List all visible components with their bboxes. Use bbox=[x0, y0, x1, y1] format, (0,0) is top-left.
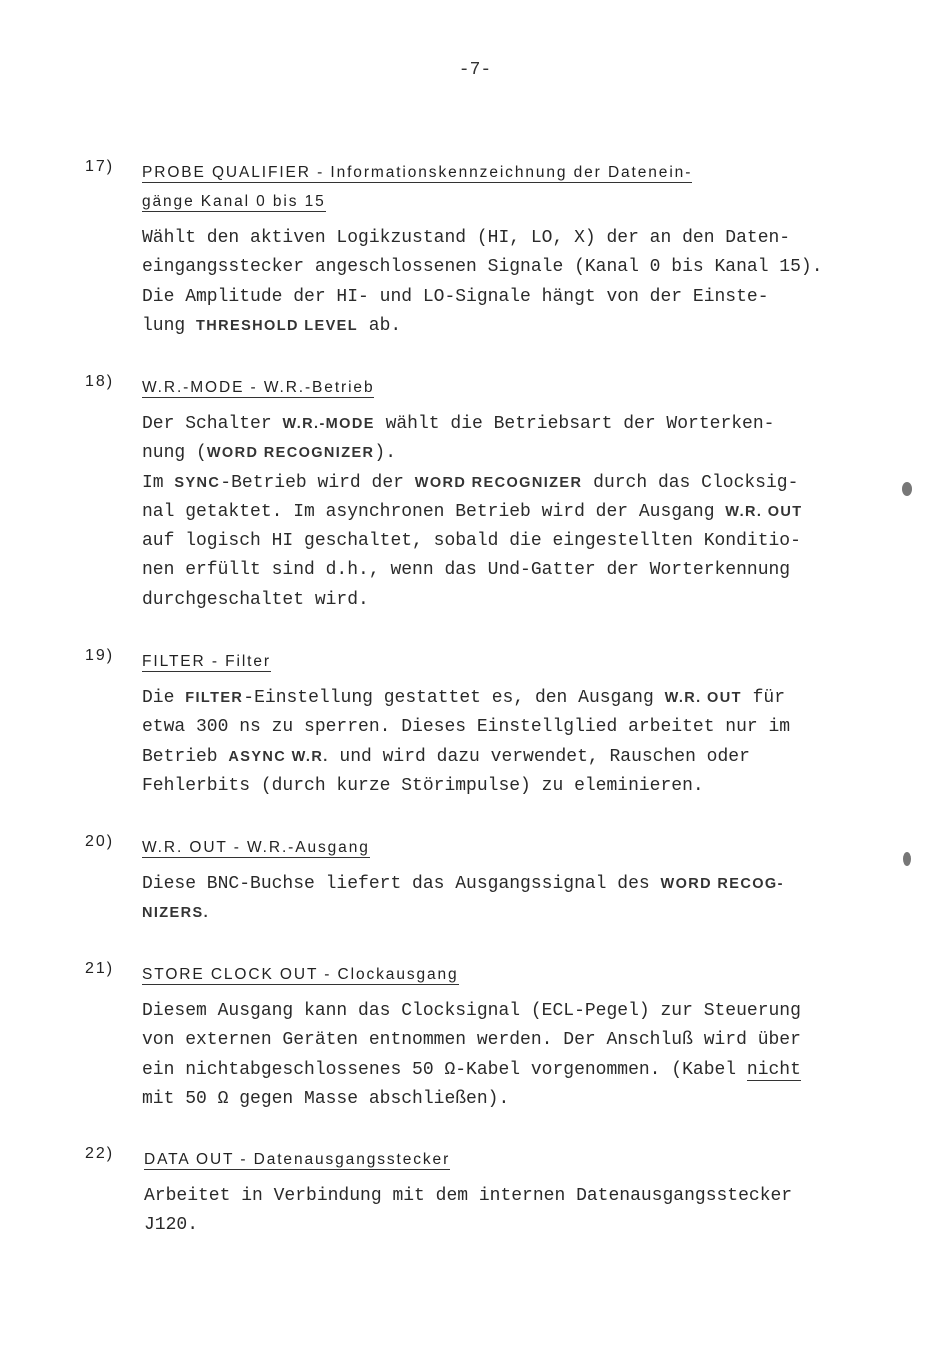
heading-text: W.R. OUT - W.R.-Ausgang bbox=[142, 839, 370, 856]
body-text: -Betrieb wird der bbox=[220, 472, 415, 493]
section-heading bbox=[142, 647, 271, 676]
section-body bbox=[142, 410, 803, 615]
heading-text: FILTER - Filter bbox=[142, 653, 271, 670]
body-line: eingangsstecker angeschlossenen Signale (Kanal 0 bis Kanal 15). bbox=[142, 257, 823, 278]
heading-line-1: PROBE QUALIFIER - Informationskennzeichnung der Datenein- bbox=[142, 164, 693, 181]
body-text: nung ( bbox=[142, 443, 207, 464]
section-number: 18) bbox=[85, 373, 115, 390]
body-text: Der Schalter bbox=[142, 414, 283, 434]
section-body bbox=[142, 684, 790, 801]
body-text: Im bbox=[142, 472, 175, 493]
section-number: 17) bbox=[85, 158, 115, 175]
heading-text: DATA OUT - Datenausgangsstecker bbox=[144, 1151, 451, 1168]
heading-text: STORE CLOCK OUT - Clockausgang bbox=[142, 966, 459, 983]
body-text: Diese BNC-Buchse liefert das Ausgangssignal des bbox=[142, 874, 661, 894]
body-line: Die Amplitude der HI- und LO-Signale hängt von der Einste- bbox=[142, 286, 769, 307]
body-text: und wird dazu verwendet, Rauschen oder bbox=[328, 746, 750, 767]
body-line: etwa 300 ns zu sperren. Dieses Einstellglied arbeitet nur im bbox=[142, 717, 791, 738]
keyword: W.R.-MODE bbox=[282, 416, 375, 432]
keyword: FILTER bbox=[185, 690, 244, 706]
keyword: SYNC bbox=[174, 474, 221, 491]
keyword: WORD RECOGNIZER bbox=[414, 474, 583, 491]
body-line: Diesem Ausgang kann das Clocksignal (ECL-Pegel) zur Steuerung bbox=[142, 1001, 801, 1021]
scan-mark bbox=[903, 852, 911, 866]
section-number: 22) bbox=[85, 1145, 115, 1162]
underlined-word: nicht bbox=[746, 1059, 801, 1080]
keyword: WORD RECOGNIZER bbox=[206, 445, 375, 462]
section-number: 20) bbox=[85, 833, 115, 850]
body-text: wählt die Betriebsart der Worterken- bbox=[374, 414, 775, 434]
section-number: 21) bbox=[85, 960, 115, 977]
body-line: von externen Geräten entnommen werden. Der Anschluß wird über bbox=[142, 1030, 801, 1051]
section-body bbox=[142, 997, 801, 1114]
section-number: 19) bbox=[85, 647, 115, 664]
body-text: ein nichtabgeschlossenes 50 Ω-Kabel vorgenommen. (Kabel bbox=[142, 1059, 747, 1080]
body-text: durch das Clocksig- bbox=[582, 472, 799, 493]
body-line: durchgeschaltet wird. bbox=[142, 589, 369, 610]
page-number: -7- bbox=[458, 60, 492, 80]
keyword: W.R. OUT bbox=[664, 690, 742, 706]
keyword: WORD RECOG- bbox=[660, 876, 784, 892]
section-body bbox=[144, 1182, 792, 1241]
heading-text: W.R.-MODE - W.R.-Betrieb bbox=[142, 379, 375, 396]
section-heading bbox=[142, 960, 459, 989]
body-text: Die bbox=[142, 688, 186, 708]
body-line: J120. bbox=[144, 1215, 199, 1236]
section-body bbox=[142, 870, 784, 929]
body-text: Betrieb bbox=[142, 746, 229, 767]
scan-mark bbox=[902, 482, 912, 496]
body-line: Wählt den aktiven Logikzustand (HI, LO, X) der an den Daten- bbox=[142, 228, 791, 248]
body-text: lung bbox=[142, 315, 197, 336]
body-text: für bbox=[741, 688, 786, 708]
body-text: ). bbox=[374, 443, 397, 464]
section-heading bbox=[142, 833, 370, 862]
body-line: mit 50 Ω gegen Masse abschließen). bbox=[142, 1088, 510, 1109]
body-line: auf logisch HI geschaltet, sobald die eingestellten Konditio- bbox=[142, 531, 801, 552]
body-line: Arbeitet in Verbindung mit dem internen Datenausgangsstecker bbox=[144, 1186, 793, 1206]
section-body bbox=[142, 224, 823, 341]
body-line: Fehlerbits (durch kurze Störimpulse) zu eleminieren. bbox=[142, 775, 704, 796]
keyword: NIZERS. bbox=[142, 905, 209, 922]
section-heading bbox=[142, 158, 692, 216]
body-text: nal getaktet. Im asynchronen Betrieb wird der Ausgang bbox=[142, 501, 726, 522]
body-text: ab. bbox=[358, 315, 402, 336]
keyword: ASYNC W.R. bbox=[228, 748, 329, 765]
body-text: -Einstellung gestattet es, den Ausgang bbox=[243, 688, 665, 708]
heading-line-2: gänge Kanal 0 bis 15 bbox=[142, 193, 326, 210]
section-heading bbox=[144, 1145, 450, 1174]
body-line: nen erfüllt sind d.h., wenn das Und-Gatter der Worterkennung bbox=[142, 560, 791, 581]
keyword: W.R. OUT bbox=[725, 503, 803, 520]
section-heading bbox=[142, 373, 374, 402]
keyword: THRESHOLD LEVEL bbox=[196, 317, 358, 334]
